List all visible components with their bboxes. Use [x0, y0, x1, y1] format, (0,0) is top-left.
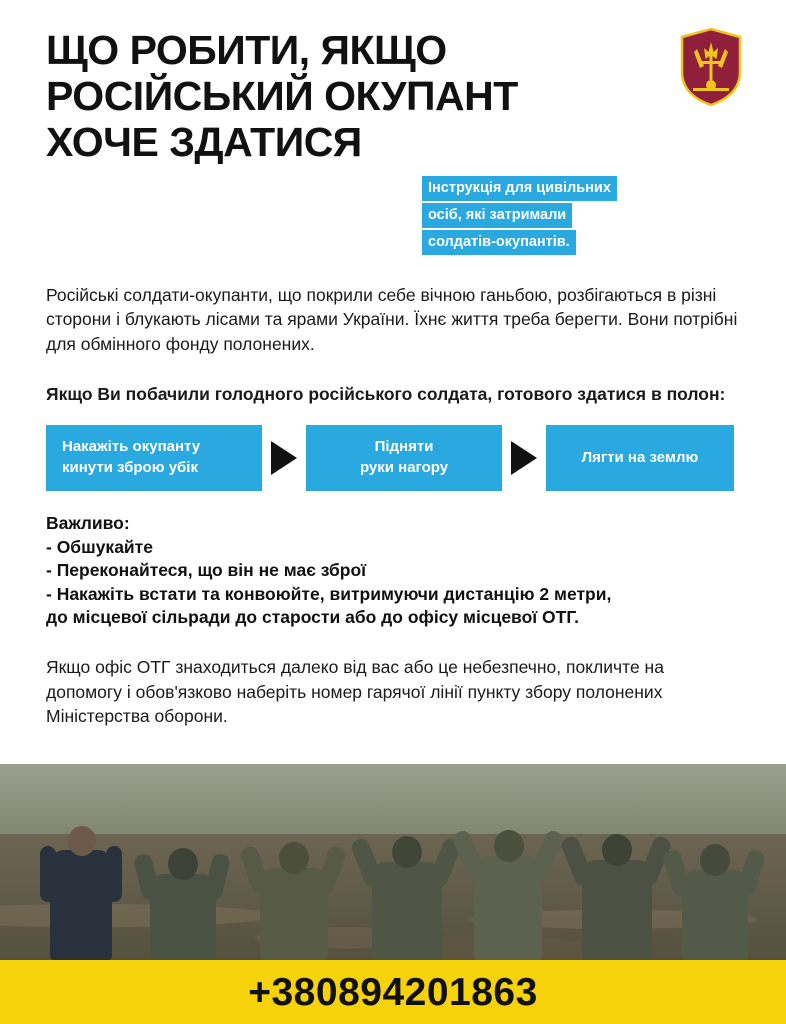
- important-item-3: - Накажіть встати та конвоюйте, витримуючи дистанцію 2 метри,: [46, 583, 612, 604]
- arrow-right-icon-2: [502, 425, 546, 491]
- page-title: [46, 28, 646, 166]
- steps-flow: [46, 425, 744, 491]
- hotline-footer: [0, 960, 786, 1024]
- condition-paragraph: Якщо Ви побачили голодного російського солдата, готового здатися в полон:: [46, 384, 726, 405]
- step-order-drop-weapon: [46, 425, 262, 491]
- figure-kneeling-4: [460, 784, 556, 960]
- step-2-line-1: Підняти: [374, 438, 434, 456]
- figure-kneeling-5: [566, 792, 666, 960]
- intro-paragraph: Російські солдати-окупанти, що покрили себе вічною ганьбою, розбігаються в різні сторони і блукають лісами та ярами України. Їхнє життя треба берегти. Вони потрібні для обмінного фонду полонених.: [46, 284, 738, 354]
- closing-paragraph: Якщо офіс ОТГ знаходиться далеко від вас або це небезпечно, покличте на допомогу і обов'язково наберіть номер гарячої лінії пункту збору полонених Міністерства оборони.: [46, 657, 664, 727]
- important-heading: Важливо:: [46, 512, 130, 533]
- step-3-line-1: Лягти на землю: [581, 448, 699, 466]
- step-2-line-2: руки нагору: [359, 458, 449, 476]
- subtitle-line-2: осіб, які затримали: [422, 203, 572, 228]
- figure-kneeling-6: [668, 810, 764, 960]
- title-line-2: РОСІЙСЬКИЙ ОКУПАНТ: [46, 72, 518, 119]
- title-line-1: ЩО РОБИТИ, ЯКЩО: [46, 27, 447, 73]
- important-section: [46, 513, 744, 630]
- important-item-4: до місцевої сільради до старости або до офісу місцевої ОТГ.: [46, 607, 579, 628]
- photo-captured-soldiers: [0, 764, 786, 960]
- figure-kneeling-2: [246, 808, 342, 960]
- important-item-2: - Переконайтеся, що він не має зброї: [46, 560, 367, 581]
- figure-standing-guard: [34, 790, 124, 960]
- step-lie-on-ground: [546, 425, 734, 491]
- subtitle-badge: [0, 176, 786, 257]
- figure-kneeling-3: [356, 796, 456, 960]
- poster-header: [0, 0, 786, 166]
- subtitle-line-1: Інструкція для цивільних: [422, 176, 617, 201]
- title-line-3: ХОЧЕ ЗДАТИСЯ: [46, 118, 362, 165]
- figure-kneeling-1: [136, 820, 228, 960]
- step-1-line-1: Накажіть окупанту: [62, 438, 201, 456]
- arrow-right-icon-1: [262, 425, 306, 491]
- ukraine-armed-forces-emblem-icon: [680, 28, 742, 106]
- step-raise-hands: [306, 425, 502, 491]
- hotline-phone-number: +380894201863: [248, 970, 538, 1014]
- important-item-1: - Обшукайте: [46, 536, 153, 557]
- poster-content: [0, 283, 786, 729]
- subtitle-line-3: солдатів-окупантів.: [422, 230, 576, 255]
- step-1-line-2: кинути зброю убік: [62, 458, 198, 476]
